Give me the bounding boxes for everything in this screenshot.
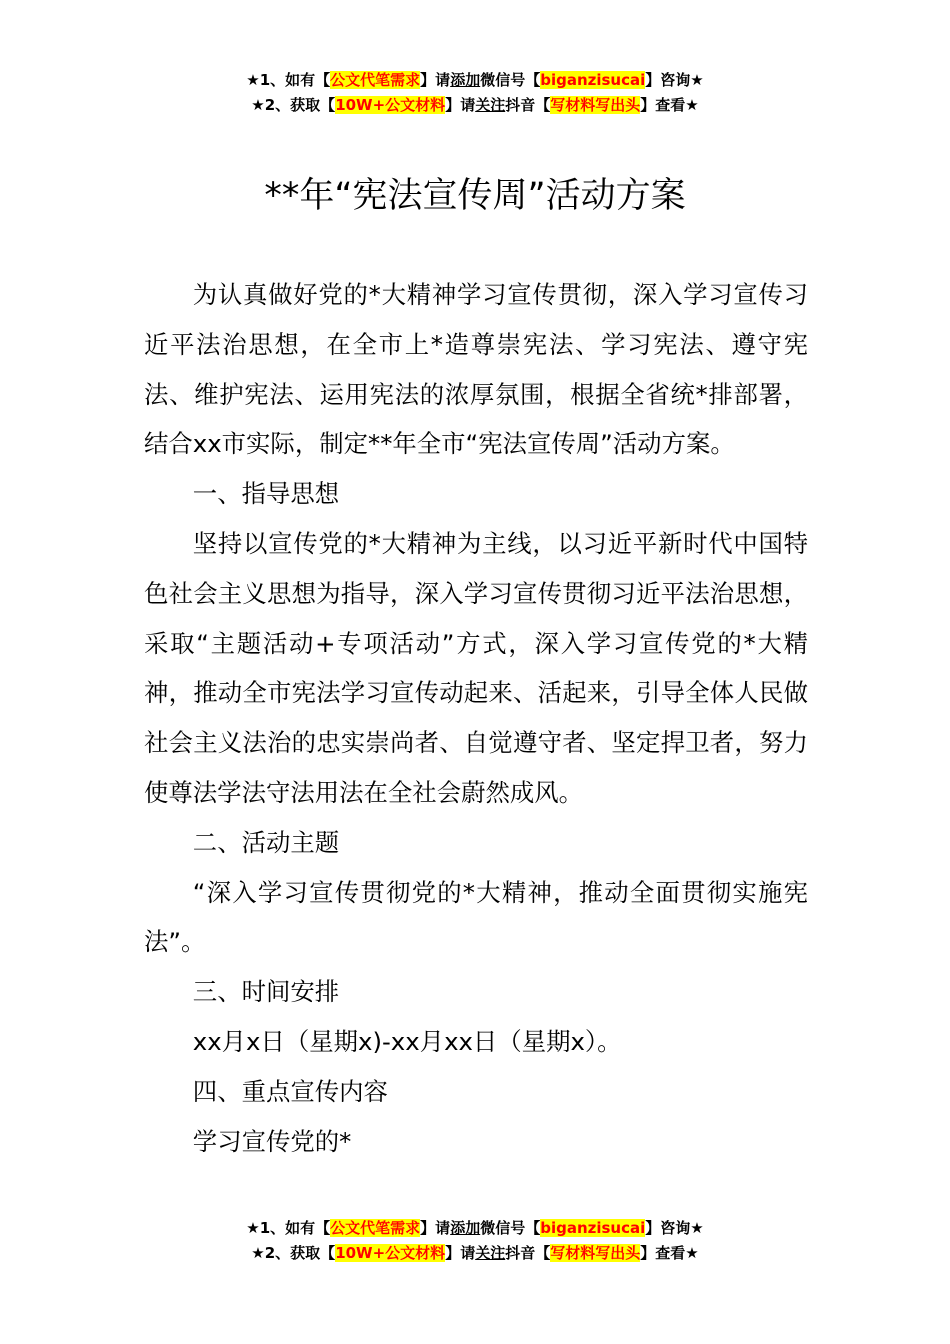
intro-paragraph: 为认真做好党的*大精神学习宣传贯彻，深入学习宣传习近平法治思想，在全市上*造尊崇宪法、学习宪法、遵守宪法、维护宪法、运用宪法的浓厚氛围，根据全省统*排部署，结合xx市实际，制定**年全市“宪法宣传周”活动方案。 bbox=[144, 280, 808, 459]
wechat-id: biganzisucai bbox=[540, 71, 646, 89]
section-heading: 四、重点宣传内容 bbox=[192, 1076, 388, 1106]
highlight-text: 10W+公文材料 bbox=[335, 96, 446, 114]
section-heading: 二、活动主题 bbox=[192, 827, 340, 857]
body-paragraph: “深入学习宣传贯彻党的*大精神，推动全面贯彻实施宪法”。 bbox=[144, 877, 808, 957]
footer-banner bbox=[0, 1216, 950, 1266]
banner-line-1: ★1、如有【公文代笔需求】请添加微信号【biganzisucai】咨询★ bbox=[246, 1219, 704, 1237]
document-title: **年“宪法宣传周”活动方案 bbox=[264, 176, 686, 216]
highlight-text: 10W+公文材料 bbox=[335, 1244, 446, 1262]
section-heading: 三、时间安排 bbox=[192, 977, 340, 1007]
douyin-id: 写材料写出头 bbox=[550, 96, 641, 114]
douyin-id: 写材料写出头 bbox=[550, 1244, 641, 1262]
highlight-text: 公文代笔需求 bbox=[330, 1219, 421, 1237]
body-paragraph: 坚持以宣传党的*大精神为主线，以习近平新时代中国特色社会主义思想为指导，深入学习宣传贯彻习近平法治思想，采取“主题活动+专项活动”方式，深入学习宣传党的*大精神，推动全市宪法学习宣传动起来、活起来，引导全体人民做社会主义法治的忠实崇尚者、自觉遵守者、坚定捍卫者，努力使尊法学法守法用法在全社会蔚然成风。 bbox=[144, 528, 808, 807]
document-body bbox=[144, 270, 808, 1166]
body-paragraph: 学习宣传党的* bbox=[192, 1126, 352, 1156]
header-banner bbox=[0, 68, 950, 118]
banner-line-1: ★1、如有【公文代笔需求】请添加微信号【biganzisucai】咨询★ bbox=[246, 71, 704, 89]
banner-line-2: ★2、获取【10W+公文材料】请关注抖音【写材料写出头】查看★ bbox=[251, 1244, 699, 1262]
section-heading: 一、指导思想 bbox=[192, 479, 340, 509]
wechat-id: biganzisucai bbox=[540, 1219, 646, 1237]
highlight-text: 公文代笔需求 bbox=[330, 71, 421, 89]
banner-line-2: ★2、获取【10W+公文材料】请关注抖音【写材料写出头】查看★ bbox=[251, 96, 699, 114]
body-paragraph: xx月x日（星期x)-xx月xx日（星期x）。 bbox=[192, 1026, 622, 1056]
